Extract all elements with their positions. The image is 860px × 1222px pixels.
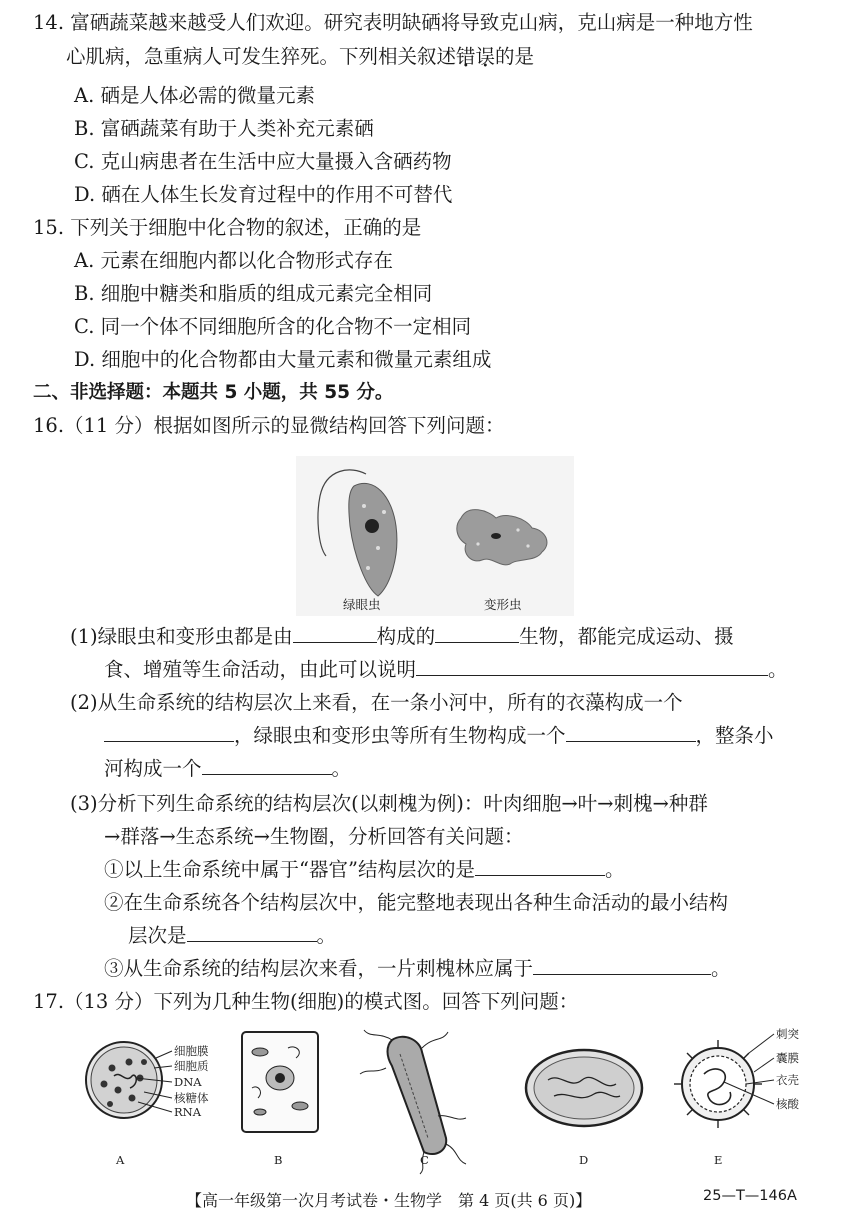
label-cytoplasm: 细胞质: [174, 1059, 209, 1073]
q16-s3-end: 。: [711, 957, 731, 980]
blank-4[interactable]: [104, 723, 234, 742]
q14-stem-line1: 14. 富硒蔬菜越来越受人们欢迎。研究表明缺硒将导致克山病，克山病是一种地方性: [33, 11, 753, 34]
q16-s2-text-a: ②在生命系统各个结构层次中，能完整地表现出各种生命活动的最小结构: [104, 891, 729, 914]
q16-p2-text-e: 。: [331, 757, 352, 780]
figure-letter-c: C: [420, 1153, 429, 1167]
q16-s1-text: ①以上生命系统中属于“器官”结构层次的是: [104, 858, 475, 881]
q16-p1-text-c: 生物，都能完成运动、摄: [519, 625, 734, 648]
q16-s2-end: 。: [316, 924, 337, 947]
q17-figure: [74, 1018, 834, 1178]
blank-3[interactable]: [416, 657, 768, 676]
cell-b-illustration: [242, 1032, 318, 1132]
page-footer-code: 25—T—146A: [703, 1188, 797, 1204]
q16-p3-text-a: (3)分析下列生命系统的结构层次(以刺槐为例)：叶肉细胞→叶→刺槐→种群: [70, 792, 708, 815]
q14-stem-post: 的是: [495, 45, 535, 68]
q16-p1-text-e: 。: [768, 658, 788, 681]
section-heading: 二、非选择题：本题共 5 小题，共 55 分。: [33, 382, 394, 403]
figure-letter-a: A: [116, 1153, 125, 1167]
q15-option-a: A. 元素在细胞内都以化合物形式存在: [74, 249, 393, 272]
q14-emphasis-char-2: 误: [475, 45, 496, 68]
q17-stem: 17.（13 分）下列为几种生物(细胞)的模式图。回答下列问题：: [33, 990, 579, 1013]
label-spike: 刺突: [776, 1027, 799, 1041]
figure-letter-e: E: [714, 1153, 723, 1167]
blank-6[interactable]: [202, 756, 332, 775]
label-cell-membrane: 细胞膜: [174, 1044, 209, 1058]
label-nucleic-acid: 核酸: [776, 1097, 799, 1111]
blank-5[interactable]: [566, 723, 696, 742]
q16-figure: [296, 456, 574, 616]
q16-s1-end: 。: [604, 858, 625, 881]
q14-option-a: A. 硒是人体必需的微量元素: [74, 84, 315, 107]
q16-part2-line3: [104, 756, 351, 782]
q16-stem: 16.（11 分）根据如图所示的显微结构回答下列问题：: [33, 414, 505, 437]
label-rna: RNA: [174, 1105, 202, 1119]
q14-option-d: D. 硒在人体生长发育过程中的作用不可替代: [74, 183, 453, 206]
cell-a-illustration: [86, 1042, 172, 1118]
caption-euglena: 绿眼虫: [343, 597, 381, 612]
q16-part1-line1: [70, 624, 734, 650]
q14-option-b: B. 富硒蔬菜有助于人类补充元素硒: [74, 117, 374, 140]
q16-p1-text-a: (1)绿眼虫和变形虫都是由: [70, 625, 293, 648]
cell-e-illustration: [674, 1034, 774, 1128]
q16-sub1: [104, 857, 624, 883]
q15-stem: 15. 下列关于细胞中化合物的叙述，正确的是: [33, 216, 422, 239]
cell-d-illustration: [526, 1050, 642, 1126]
q16-p1-text-d: 食、增殖等生命活动，由此可以说明: [104, 658, 417, 681]
q16-s2-text-b: 层次是: [128, 924, 187, 947]
q15-option-d: D. 细胞中的化合物都由大量元素和微量元素组成: [74, 348, 492, 371]
q16-p2-text-b: ，绿眼虫和变形虫等所有生物构成一个: [234, 724, 566, 747]
label-envelope: 囊膜: [776, 1051, 799, 1065]
blank-1[interactable]: [293, 624, 377, 643]
caption-amoeba: 变形虫: [484, 597, 522, 612]
q16-part1-line2: [104, 657, 788, 683]
q15-option-b: B. 细胞中糖类和脂质的组成元素完全相同: [74, 282, 433, 305]
figure-letter-b: B: [274, 1153, 283, 1167]
q16-p1-text-b: 构成的: [376, 625, 436, 648]
q15-option-c: C. 同一个体不同细胞所含的化合物不一定相同: [74, 315, 472, 338]
q14-stem-line2: [66, 44, 534, 70]
q16-part2-line2: [104, 723, 774, 749]
label-capsid: 衣壳: [776, 1073, 799, 1087]
q16-s3-text: ③从生命系统的结构层次来看，一片刺槐林应属于: [104, 957, 534, 980]
q16-p2-text-c: ，整条小: [695, 724, 774, 747]
q16-p2-text-d: 河构成一个: [104, 757, 202, 780]
q14-emphasis-char-1: 错: [456, 45, 476, 68]
page-footer-title: 【高一年级第一次月考试卷・生物学 第 4 页(共 6 页)】: [186, 1191, 592, 1210]
label-ribosome: 核糖体: [174, 1091, 209, 1105]
q16-p3-text-b: →群落→生态系统→生物圈，分析回答有关问题：: [104, 825, 524, 848]
q14-option-c: C. 克山病患者在生活中应大量摄入含硒药物: [74, 150, 452, 173]
label-dna: DNA: [174, 1075, 202, 1089]
q16-sub3: [104, 956, 731, 982]
q16-p2-text-a: (2)从生命系统的结构层次上来看，在一条小河中，所有的衣藻构成一个: [70, 691, 683, 714]
figure-letter-d: D: [579, 1153, 589, 1167]
blank-7[interactable]: [475, 857, 605, 876]
q14-stem-pre: 心肌病，急重病人可发生猝死。下列相关叙述: [66, 45, 457, 68]
blank-9[interactable]: [533, 956, 711, 975]
q16-sub2-line2: [128, 923, 336, 949]
blank-2[interactable]: [435, 624, 519, 643]
blank-8[interactable]: [187, 923, 317, 942]
cell-c-illustration: [360, 1030, 466, 1174]
